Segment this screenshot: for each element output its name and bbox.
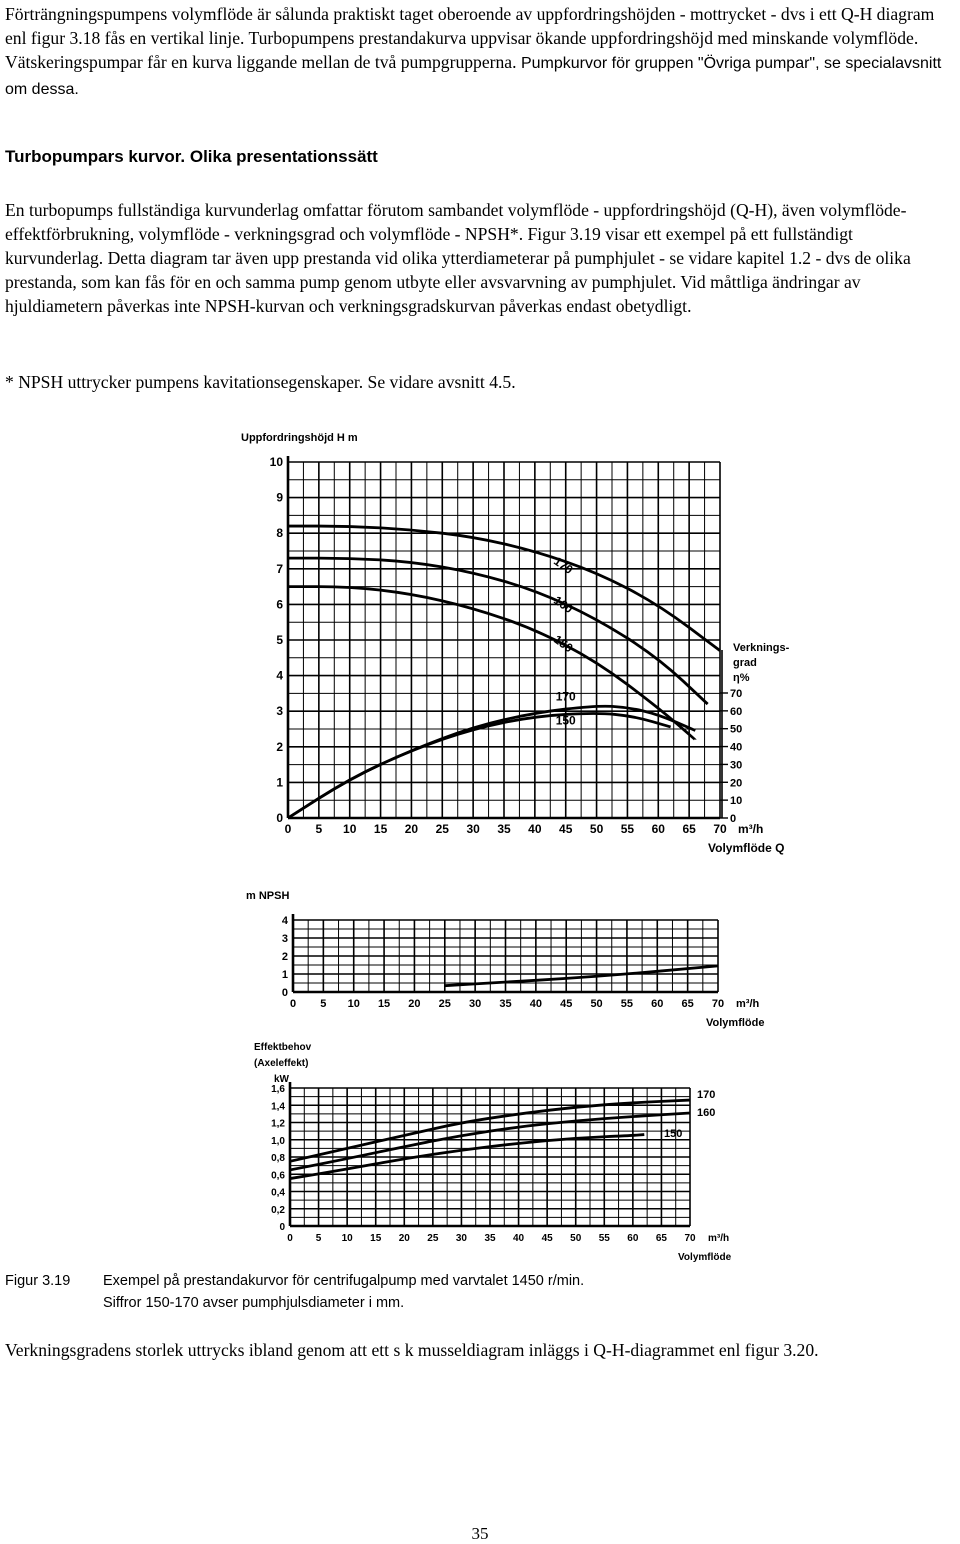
efficiency-tick-label: 70 xyxy=(730,688,743,700)
x-tick-label: 70 xyxy=(713,822,727,836)
x-tick-label: 15 xyxy=(370,1233,382,1244)
x-tick-label: 70 xyxy=(684,1233,696,1244)
x-tick-label: 20 xyxy=(404,822,419,836)
efficiency-tick-label: 20 xyxy=(730,777,743,790)
x-tick-label: 5 xyxy=(315,1233,322,1244)
body-paragraph: En turbopumps fullständiga kurvunderlag omfattar förutom sambandet volymflöde - uppfordringshöjd (Q-H), även volymflöde- effektförbrukning, volymflöde - verkningsgrad och volymflöde - NPSH*. Figur 3.19 visar ett exempel på ett fullständigt kurvunderlag. Detta diagram tar även upp prestanda vid olika ytterdiameterar på pumphjulet - se vidare kapitel 1.2 - dvs de olika prestanda, som kan fås för en och samma pump genom utbyte eller avsvarvning av pumphjulet. Vid måttliga ändringar av hjuldiametern påverkas inte NPSH-kurvan och verkningsgradskurvan påverkas endast obetydligt. xyxy=(5,200,911,316)
x-tick-label: 10 xyxy=(341,1233,353,1244)
series-label: 150 xyxy=(551,632,576,656)
x-tick-label: 25 xyxy=(435,822,449,836)
efficiency-tick-label: 30 xyxy=(730,759,743,772)
y-tick-label: 1 xyxy=(281,969,288,981)
y-tick-label: 0 xyxy=(281,987,288,999)
y-tick-label: 0,4 xyxy=(271,1187,285,1199)
x-tick-label: 55 xyxy=(598,1233,610,1244)
x-tick-label: 35 xyxy=(499,998,512,1010)
caption-label: Figur 3.19 xyxy=(5,1273,71,1289)
series-label: 150 xyxy=(555,713,576,728)
y-tick-label: 0 xyxy=(276,811,283,825)
series-label: 150 xyxy=(664,1128,683,1140)
x-tick-label: 70 xyxy=(711,998,725,1010)
efficiency-axis-title: Verknings- xyxy=(733,642,790,654)
y-tick-label: 0,6 xyxy=(271,1170,285,1182)
x-tick-label: 25 xyxy=(427,1233,439,1244)
x-unit-label: m³/h xyxy=(738,822,764,836)
x-tick-label: 40 xyxy=(528,822,542,836)
x-tick-label: 20 xyxy=(398,1233,410,1244)
y-tick-label: 3 xyxy=(281,933,288,945)
series-curve xyxy=(288,558,708,704)
x-tick-label: 65 xyxy=(682,822,696,836)
x-tick-label: 60 xyxy=(651,822,665,836)
x-tick-label: 45 xyxy=(559,822,573,836)
series-label: 170 xyxy=(555,689,576,704)
x-tick-label: 65 xyxy=(681,998,694,1010)
series-label: 170 xyxy=(551,553,576,577)
x-tick-label: 20 xyxy=(408,998,421,1010)
series-label: 160 xyxy=(551,593,576,617)
x-tick-label: 30 xyxy=(469,998,482,1010)
intro-sans-text: Pumpkurvor för gruppen "Övriga pumpar", se specialavsnitt om dessa. xyxy=(5,55,942,98)
x-tick-label: 35 xyxy=(484,1233,496,1244)
y-tick-label: 4 xyxy=(276,668,283,683)
efficiency-tick-label: 10 xyxy=(730,795,743,808)
y-axis-title: kW xyxy=(274,1074,289,1085)
y-tick-label: 9 xyxy=(276,490,283,505)
x-axis-title: Volymflöde xyxy=(706,1017,765,1029)
y-tick-label: 7 xyxy=(276,561,283,576)
x-tick-label: 40 xyxy=(513,1233,525,1244)
y-tick-label: 0 xyxy=(279,1222,285,1233)
x-tick-label: 0 xyxy=(287,1233,293,1244)
footnote: * NPSH uttrycker pumpens kavitationsegenskaper. Se vidare avsnitt 4.5. xyxy=(5,372,516,392)
y-tick-label: 10 xyxy=(269,455,283,469)
x-unit-label: m³/h xyxy=(708,1233,730,1244)
x-tick-label: 25 xyxy=(438,998,451,1010)
y-tick-label: 3 xyxy=(276,704,283,719)
intro-text: Förträngningspumpens volymflöde är sålunda praktiskt taget oberoende av uppfordringshöjden - mottrycket - dvs i ett Q-H diagram enl figur 3.18 fås en vertikal linje. Turbopumpens prestandakurva uppvisar ökande uppfordringshöjd med minskande volymflöde. Vätskeringspumpar får en kurva liggande mellan de två pumpgrupperna. xyxy=(5,4,935,72)
efficiency-axis-title: η% xyxy=(733,672,750,684)
series-label: 160 xyxy=(697,1107,716,1119)
x-tick-label: 10 xyxy=(343,822,357,836)
efficiency-tick-label: 50 xyxy=(730,723,743,736)
x-unit-label: m³/h xyxy=(736,998,760,1010)
heading-bold: Turbopumpars kurvor. xyxy=(5,147,186,166)
efficiency-tick-label: 60 xyxy=(730,705,743,718)
npsh-chart xyxy=(246,890,764,1029)
y-tick-label: 2 xyxy=(281,951,288,963)
y-tick-label: 2 xyxy=(276,739,283,754)
power-chart xyxy=(254,1042,732,1263)
x-tick-label: 15 xyxy=(377,998,391,1010)
efficiency-axis-title: grad xyxy=(733,657,757,669)
page-number: 35 xyxy=(471,1524,489,1543)
y-tick-label: 1,4 xyxy=(271,1101,285,1113)
caption-line-2: Siffror 150-170 avser pumphjulsdiameter i mm. xyxy=(103,1295,405,1311)
x-axis-title: Volymflöde xyxy=(678,1252,732,1263)
y-tick-label: 1,0 xyxy=(271,1135,285,1147)
y-axis-title: Effektbehov xyxy=(254,1042,312,1053)
x-tick-label: 65 xyxy=(655,1233,667,1244)
efficiency-tick-label: 40 xyxy=(730,741,743,754)
x-tick-label: 40 xyxy=(529,998,542,1010)
qh-chart xyxy=(241,432,790,855)
y-tick-label: 1 xyxy=(276,775,283,790)
y-tick-label: 1,6 xyxy=(271,1084,285,1095)
y-tick-label: 6 xyxy=(276,597,283,612)
heading-rest: Olika presentationssätt xyxy=(189,147,378,166)
x-tick-label: 55 xyxy=(620,998,634,1010)
series-label: 170 xyxy=(697,1089,716,1101)
x-tick-label: 35 xyxy=(497,822,511,836)
y-axis-title: (Axeleffekt) xyxy=(254,1058,309,1069)
y-tick-label: 5 xyxy=(276,633,283,647)
closing-paragraph: Verkningsgradens storlek uttrycks ibland genom att ett s k musseldiagram inläggs i Q-H-diagrammet enl figur 3.20. xyxy=(5,1340,819,1360)
y-axis-title: m NPSH xyxy=(246,890,290,902)
x-tick-label: 50 xyxy=(589,822,604,836)
x-tick-label: 30 xyxy=(466,822,480,836)
x-tick-label: 5 xyxy=(315,822,323,836)
y-axis-title: Uppfordringshöjd H m xyxy=(241,432,358,444)
y-tick-label: 8 xyxy=(276,526,283,541)
x-tick-label: 10 xyxy=(347,998,360,1010)
x-tick-label: 30 xyxy=(455,1233,467,1244)
x-tick-label: 45 xyxy=(541,1233,553,1244)
x-tick-label: 60 xyxy=(651,998,664,1010)
y-tick-label: 4 xyxy=(281,915,288,927)
efficiency-tick-label: 0 xyxy=(730,813,737,825)
y-tick-label: 1,2 xyxy=(271,1118,285,1130)
x-axis-title: Volymflöde Q xyxy=(708,841,785,855)
x-tick-label: 0 xyxy=(284,822,292,836)
x-tick-label: 15 xyxy=(373,822,388,836)
y-tick-label: 0,8 xyxy=(271,1153,285,1164)
y-tick-label: 0,2 xyxy=(271,1204,285,1216)
caption-line-1: Exempel på prestandakurvor för centrifugalpump med varvtalet 1450 r/min. xyxy=(103,1273,585,1289)
x-tick-label: 45 xyxy=(560,998,573,1010)
x-tick-label: 5 xyxy=(320,998,327,1010)
x-tick-label: 0 xyxy=(289,998,297,1010)
x-tick-label: 50 xyxy=(590,998,603,1010)
x-tick-label: 55 xyxy=(620,822,635,836)
x-tick-label: 60 xyxy=(627,1233,639,1244)
x-tick-label: 50 xyxy=(570,1233,582,1244)
